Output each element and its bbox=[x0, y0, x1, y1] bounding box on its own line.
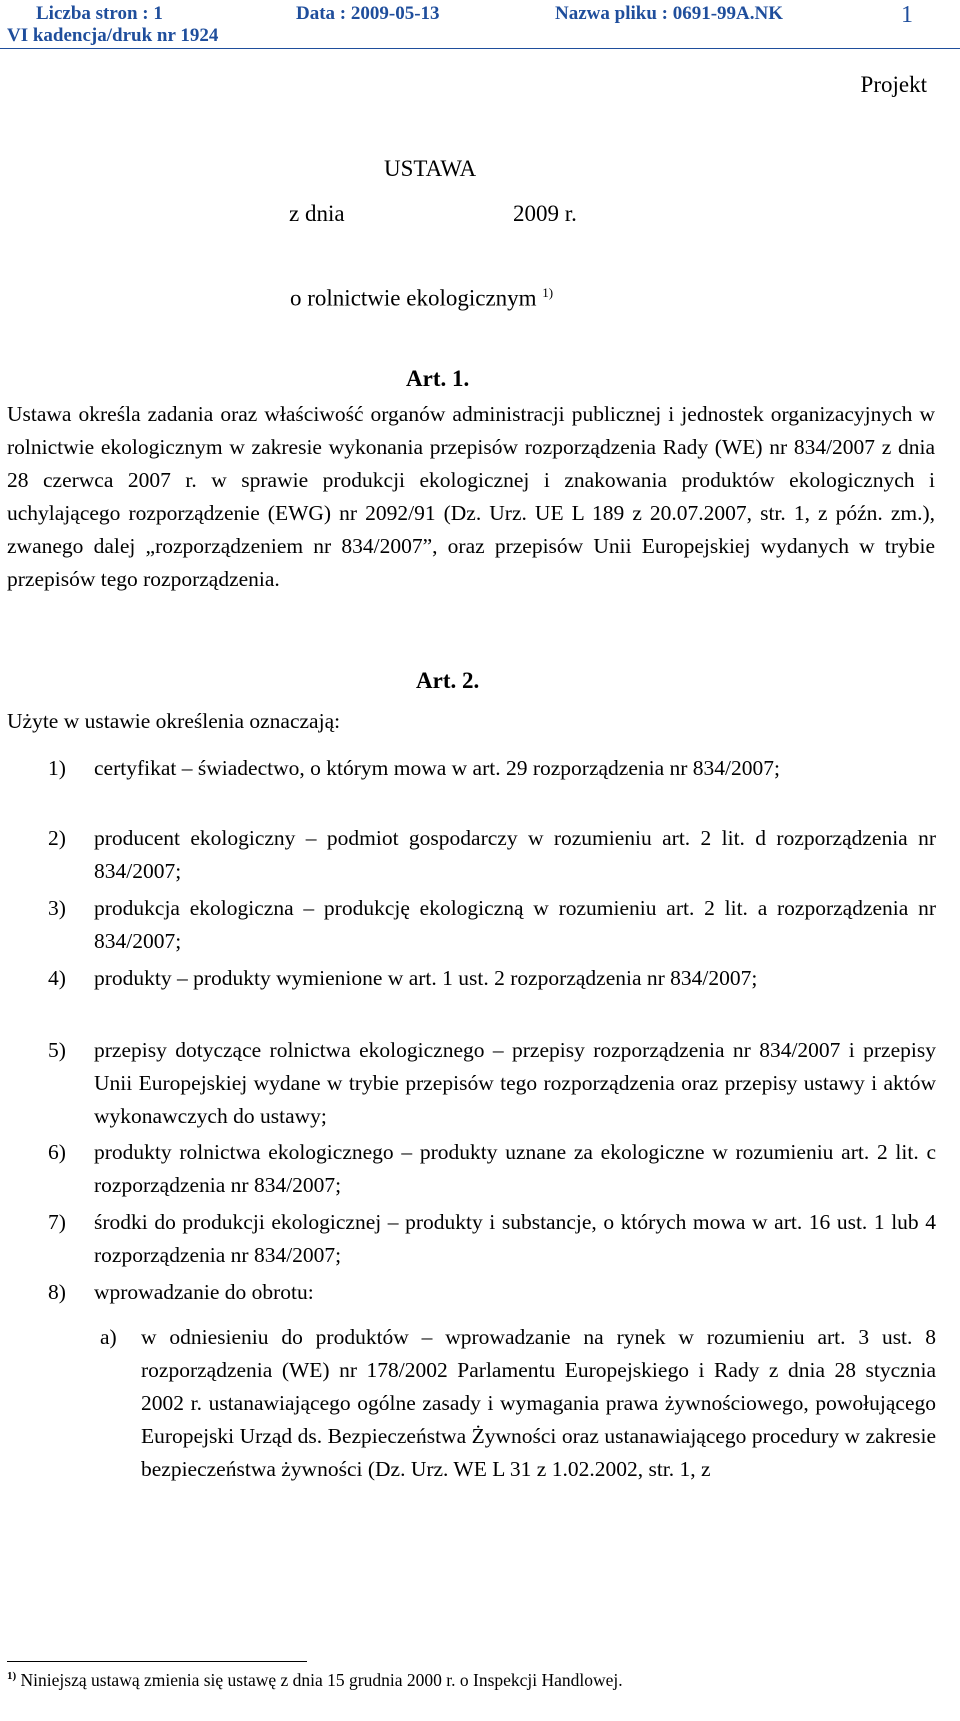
date-line-left: z dnia bbox=[289, 201, 345, 226]
definition-item-1 bbox=[48, 752, 936, 785]
footnote-text: Niniejszą ustawą zmienia się ustawę z dnia 15 grudnia 2000 r. o Inspekcji Handlowej. bbox=[20, 1670, 623, 1690]
article-1-heading: Art. 1. bbox=[406, 366, 470, 391]
article-2-intro: Użyte w ustawie określenia oznaczają: bbox=[7, 709, 341, 733]
definition-item-8 bbox=[48, 1276, 936, 1309]
article-2-heading: Art. 2. bbox=[416, 668, 480, 693]
item-text: produkcja ekologiczna – produkcję ekologiczną w rozumieniu art. 2 lit. a rozporządzenia nr 834/2007; bbox=[94, 896, 936, 953]
item-text: wprowadzanie do obrotu: bbox=[94, 1280, 314, 1304]
item-number: 2) bbox=[48, 826, 66, 850]
definition-item-2 bbox=[48, 822, 936, 888]
document-type: USTAWA bbox=[384, 156, 477, 181]
item-text: certyfikat – świadectwo, o którym mowa w art. 29 rozporządzenia nr 834/2007; bbox=[94, 756, 780, 780]
item-text: producent ekologiczny – podmiot gospodarczy w rozumieniu art. 2 lit. d rozporządzenia nr 834/2007; bbox=[94, 826, 936, 883]
subitem-letter: a) bbox=[100, 1325, 117, 1349]
item-text: produkty rolnictwa ekologicznego – produkty uznane za ekologiczne w rozumieniu art. 2 lit. c rozporządzenia nr 834/2007; bbox=[94, 1140, 936, 1197]
subitem-text: w odniesieniu do produktów – wprowadzanie na rynek w rozumieniu art. 3 ust. 8 rozporządzenia (WE) nr 178/2002 Parlamentu Europejskiego i Rady z dnia 28 stycznia 2002 r. ustanawiającego ogólne zasady i wymagania prawa żywnościowego, powołującego Europejski Urząd ds. Bezpieczeństwa Żywności oraz ustanawiającego procedury w zakresie bezpieczeństwa żywności (Dz. Urz. WE L 31 z 1.02.2002, str. 1, z bbox=[141, 1325, 936, 1481]
item-text: produkty – produkty wymienione w art. 1 ust. 2 rozporządzenia nr 834/2007; bbox=[94, 966, 758, 990]
header-term-print: VI kadencja/druk nr 1924 bbox=[7, 25, 219, 46]
definition-subitem-a bbox=[100, 1321, 936, 1486]
header-file-name: Nazwa pliku : 0691-99A.NK bbox=[555, 3, 784, 24]
item-number: 3) bbox=[48, 896, 66, 920]
footnote bbox=[7, 1670, 623, 1691]
item-number: 8) bbox=[48, 1280, 66, 1304]
date-line-right: 2009 r. bbox=[513, 201, 577, 226]
item-number: 4) bbox=[48, 966, 66, 990]
subject-text: o rolnictwie ekologicznym bbox=[290, 285, 537, 311]
item-text: środki do produkcji ekologicznej – produkty i substancje, o których mowa w art. 16 ust. 1 lub 4 rozporządzenia nr 834/2007; bbox=[94, 1210, 936, 1267]
subject-footnote-mark: 1) bbox=[542, 285, 554, 300]
definition-item-5 bbox=[48, 1034, 936, 1133]
item-number: 5) bbox=[48, 1038, 66, 1062]
item-number: 7) bbox=[48, 1210, 66, 1234]
document-status: Projekt bbox=[860, 72, 927, 97]
header-date: Data : 2009-05-13 bbox=[296, 3, 440, 24]
footnote-divider bbox=[7, 1661, 307, 1662]
article-1-text: Ustawa określa zadania oraz właściwość organów administracji publicznej i jednostek organizacyjnych w rolnictwie ekologicznym w zakresie wykonania przepisów rozporządzenia Rady (WE) nr 834/2007 z dnia 28 czerwca 2007 r. w sprawie produkcji ekologicznej i znakowania produktów ekologicznych i uchylającego rozporządzenie (EWG) nr 2092/91 (Dz. Urz. UE L 189 z 20.07.2007, str. 1, z późn. zm.), zwanego dalej „rozporządzeniem nr 834/2007”, oraz przepisów Unii Europejskiej wydanych w trybie przepisów tego rozporządzenia. bbox=[7, 402, 935, 591]
item-text: przepisy dotyczące rolnictwa ekologicznego – przepisy rozporządzenia nr 834/2007 i przepisy Unii Europejskiej wydane w trybie przepisów tego rozporządzenia oraz przepisy ustawy i aktów wykonawczych do ustawy; bbox=[94, 1038, 936, 1128]
item-number: 6) bbox=[48, 1140, 66, 1164]
definition-item-6 bbox=[48, 1136, 936, 1202]
definition-item-3 bbox=[48, 892, 936, 958]
document-subject bbox=[290, 285, 553, 312]
footnote-mark: 1) bbox=[7, 1670, 17, 1683]
definition-item-4 bbox=[48, 962, 936, 995]
header-divider bbox=[0, 48, 960, 49]
item-number: 1) bbox=[48, 756, 66, 780]
page-number: 1 bbox=[901, 2, 913, 28]
definition-item-7 bbox=[48, 1206, 936, 1272]
header-pages-count: Liczba stron : 1 bbox=[36, 3, 163, 24]
